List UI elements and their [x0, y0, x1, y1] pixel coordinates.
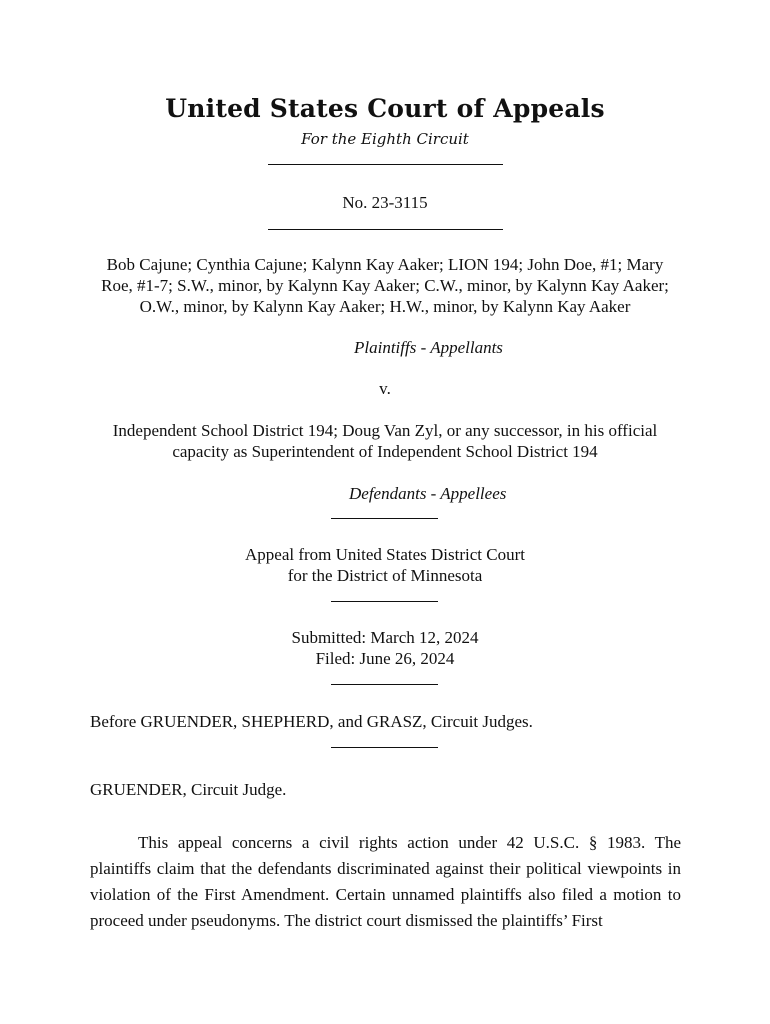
appeal-line-1: Appeal from United States District Court [245, 545, 525, 564]
divider-rule [331, 747, 438, 748]
plaintiffs-list: Bob Cajune; Cynthia Cajune; Kalynn Kay Aaker; LION 194; John Doe, #1; Mary Roe, #1-7; S.W., minor, by Kalynn Kay Aaker; C.W., minor, by Kalynn Kay Aaker; O.W., minor, by Kalynn Kay Aaker; H.W., minor, by Kalynn Kay Aaker [101, 255, 669, 316]
appeal-line-2: for the District of Minnesota [287, 566, 483, 585]
plaintiffs-role: Plaintiffs - Appellants [354, 338, 503, 357]
versus-label: v. [379, 379, 391, 398]
defendants-role: Defendants - Appellees [349, 484, 507, 503]
divider-rule [268, 164, 503, 165]
filed-date: Filed: June 26, 2024 [315, 649, 455, 668]
circuit-subtitle: For the Eighth Circuit [301, 130, 469, 148]
defendants-list: Independent School District 194; Doug Van Zyl, or any successor, in his official capacity as Superintendent of Independent School District 194 [112, 421, 658, 461]
opinion-author: GRUENDER, Circuit Judge. [90, 780, 287, 799]
divider-rule [331, 518, 438, 519]
divider-rule [331, 684, 438, 685]
divider-rule [268, 229, 503, 230]
submitted-date: Submitted: March 12, 2024 [291, 628, 479, 647]
divider-rule [331, 601, 438, 602]
opinion-paragraph: This appeal concerns a civil rights action under 42 U.S.C. § 1983. The plaintiffs claim that the defendants discriminated against their political viewpoints in violation of the First Amendment. Certain unnamed plaintiffs also filed a motion to proceed under pseudonyms. The district court dismissed the plaintiffs’ First [90, 833, 681, 930]
panel-judges: Before GRUENDER, SHEPHERD, and GRASZ, Circuit Judges. [90, 712, 533, 731]
case-number: No. 23-3115 [342, 193, 428, 212]
court-title: United States Court of Appeals [165, 94, 605, 123]
